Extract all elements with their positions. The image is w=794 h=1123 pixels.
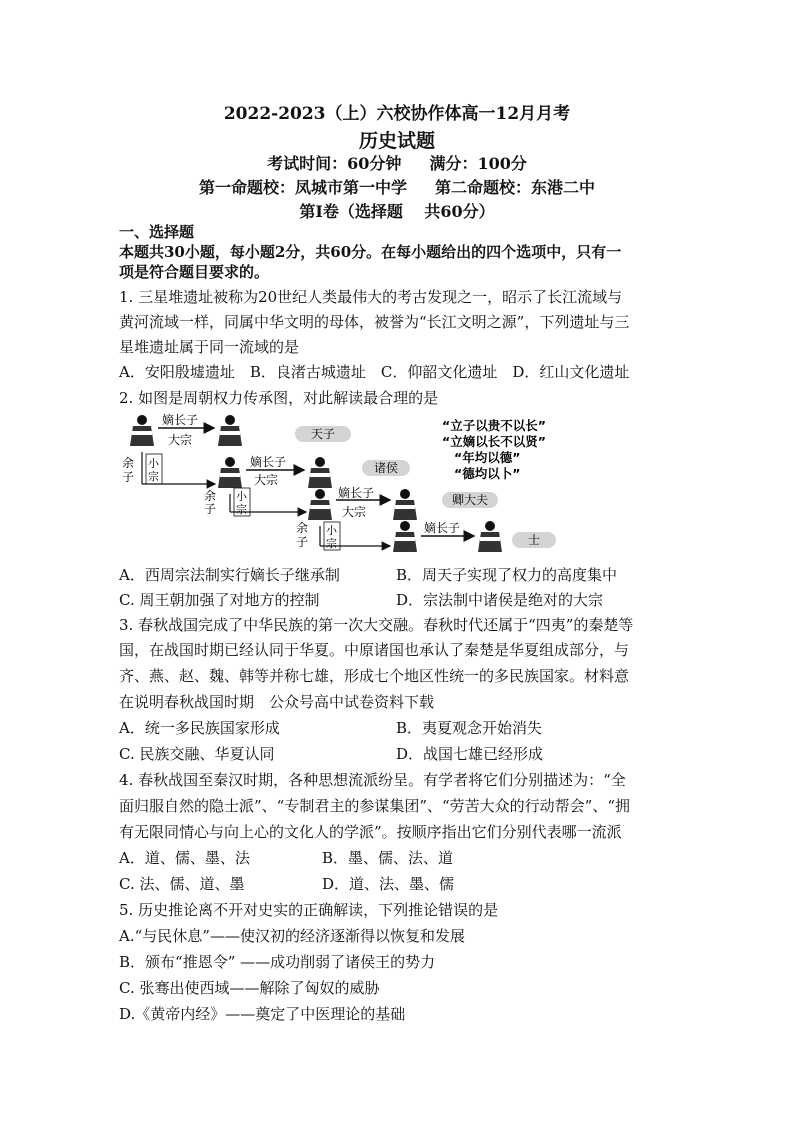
q5-stem: 5. 历史推论离不开对史实的正确解读，下列推论错误的是 (119, 901, 499, 919)
row1-minor-1: 小 (148, 457, 159, 470)
q5-option-b: B．颁布“推恩令” ——成功削弱了诸侯王的势力 (119, 953, 436, 971)
rank-qingdafu: 卿大夫 (451, 493, 489, 507)
q3-option-c: C. 民族交融、华夏认同 (119, 745, 275, 763)
row2-major-lineage: 大宗 (254, 473, 279, 487)
row1-other-sons-2: 子 (122, 470, 135, 484)
q2-option-a: A．西周宗法制实行嫡长子继承制 (119, 566, 340, 584)
exam-time: 考试时间：60分钟 (267, 154, 402, 173)
rank-tianzi: 天子 (310, 427, 336, 441)
row1-other-sons-1: 余 (122, 456, 135, 470)
row3-other-sons-2: 子 (296, 535, 309, 549)
section-title: 一、选择题 (119, 223, 195, 241)
q3-option-d: D．战国七雄已经形成 (396, 745, 544, 763)
exam-title: 2022-2023（上）六校协作体高一12月月考 (223, 104, 571, 124)
exam-info (0, 151, 794, 174)
zhou-power-diagram (120, 412, 590, 560)
zhuhou-figure-icon (308, 457, 332, 488)
rank-shi: 士 (527, 533, 541, 547)
q5-option-a: A.“与民休息”——使汉初的经济逐渐得以恢复和发展 (119, 927, 465, 945)
q4-option-b: B．墨、儒、法、道 (322, 849, 454, 867)
q2-stem: 2. 如图是周朝权力传承图，对此解读最合理的是 (119, 389, 439, 407)
section-instruction-1: 本题共30小题，每小题2分，共60分。在每小题给出的四个选项中，只有一 (119, 243, 622, 261)
q2-option-b: B．周天子实现了权力的高度集中 (396, 566, 618, 584)
tianzi-figure-icon (218, 415, 242, 446)
row2-minor-1: 小 (236, 490, 247, 503)
row3-minor-1: 小 (326, 524, 337, 537)
q4-option-c: C. 法、儒、道、墨 (119, 875, 245, 893)
qingdafu-figure-icon (393, 489, 417, 520)
second-school: 第二命题校：东港二中 (435, 178, 596, 197)
row1-eldest-son: 嫡长子 (162, 413, 199, 427)
row2-other-sons-1: 余 (204, 489, 217, 503)
rule-4: “德均以卜” (454, 466, 521, 481)
q1-line-3: 星堆遗址属于同一流域的是 (119, 338, 300, 356)
section-instruction-2: 项是符合题目要求的。 (119, 263, 270, 281)
q4-line-1: 4. 春秋战国至秦汉时期，各种思想流派纷呈。有学者将它们分别描述为：“全 (119, 771, 626, 789)
row1-minor-2: 宗 (148, 470, 159, 483)
rule-2: “立嫡以长不以贤” (442, 434, 546, 449)
row4-eldest-son: 嫡长子 (424, 521, 461, 535)
q3-line-2: 国，在战国时期已经认同于华夏。中原诸国也承认了秦楚是华夏组成部分，与 (119, 641, 630, 659)
full-score: 满分：100分 (429, 154, 527, 173)
q3-line-4: 在说明春秋战国时期 公众号高中试卷资料下载 (119, 693, 435, 711)
q2-option-d: D．宗法制中诸侯是绝对的大宗 (396, 591, 604, 609)
q4-option-d: D．道、法、墨、儒 (322, 875, 455, 893)
q1-options: A．安阳殷墟遗址 B．良渚古城遗址 C．仰韶文化遗址 D．红山文化遗址 (119, 363, 630, 381)
school-info (0, 175, 794, 198)
shi-father-icon (393, 521, 417, 552)
q4-option-a: A．道、儒、墨、法 (119, 849, 250, 867)
row2-minor-2: 宗 (236, 503, 247, 516)
row3-eldest-son: 嫡长子 (338, 486, 375, 500)
row3-minor-2: 宗 (326, 537, 337, 550)
q3-option-b: B．夷夏观念开始消失 (396, 719, 543, 737)
volume-title: 第Ⅰ卷（选择题 共60分） (299, 202, 495, 221)
q2-option-c: C. 周王朝加强了对地方的控制 (119, 591, 320, 609)
q4-line-3: 有无限同情心与向上心的文化人的学派”。按顺序指出它们分别代表哪一流派 (119, 823, 622, 841)
row3-major-lineage: 大宗 (342, 505, 367, 519)
shi-figure-icon (478, 521, 502, 552)
row2-eldest-son: 嫡长子 (250, 455, 287, 469)
row1-major-lineage: 大宗 (168, 433, 193, 447)
row3-other-sons-1: 余 (296, 521, 309, 535)
q5-option-c: C. 张骞出使西域——解除了匈奴的威胁 (119, 979, 380, 997)
rule-3: “年均以德” (454, 450, 521, 465)
rank-zhuhou: 诸侯 (373, 461, 399, 475)
q5-option-d: D.《黄帝内经》——奠定了中医理论的基础 (119, 1005, 406, 1023)
q1-line-2: 黄河流域一样，同属中华文明的母体，被誉为“长江文明之源”，下列遗址与三 (119, 313, 630, 331)
qingdafu-father-icon (308, 489, 332, 520)
q1-line-1: 1. 三星堆遗址被称为20世纪人类最伟大的考古发现之一，昭示了长江流域与 (119, 288, 623, 306)
row2-other-sons-2: 子 (204, 502, 217, 516)
q4-line-2: 面归服自然的隐士派”、“专制君主的参谋集团”、“劳苦大众的行动帮会”、“拥 (119, 797, 631, 815)
ancestor-figure-icon (130, 415, 154, 446)
q3-line-3: 齐、燕、赵、魏、韩等并称七雄，形成七个地区性统一的多民族国家。材料意 (119, 667, 630, 685)
zhuhou-father-icon (218, 457, 242, 488)
subject-title: 历史试题 (358, 130, 435, 152)
q3-option-a: A．统一多民族国家形成 (119, 719, 280, 737)
first-school: 第一命题校：凤城市第一中学 (198, 178, 407, 197)
q3-line-1: 3. 春秋战国完成了中华民族的第一次大交融。春秋时代还属于“四夷”的秦楚等 (119, 616, 634, 634)
rule-1: “立子以贵不以长” (442, 418, 546, 433)
